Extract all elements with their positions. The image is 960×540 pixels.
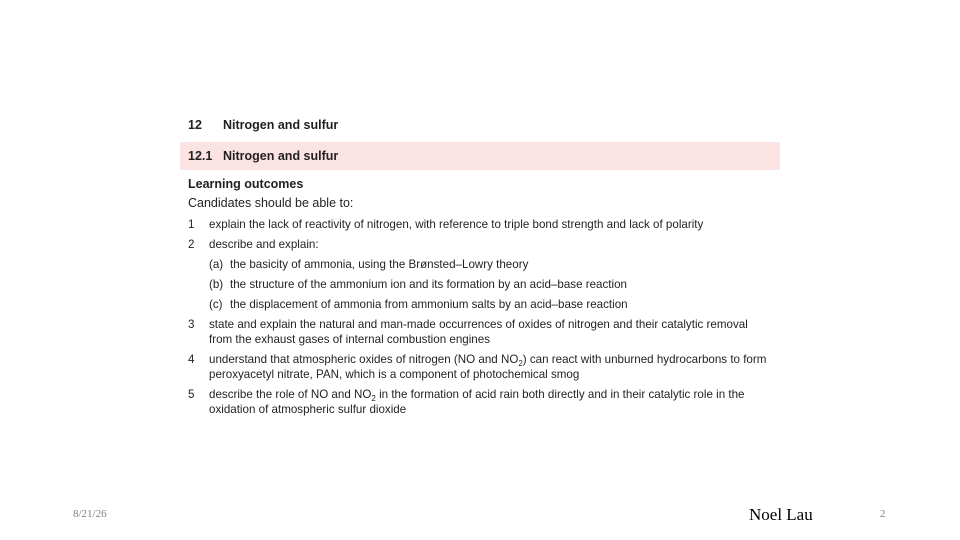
sub-item-text: the displacement of ammonia from ammonium salts by an acid–base reaction: [230, 298, 628, 311]
item-text: describe and explain:: [209, 238, 319, 251]
sub-item-label: (b): [209, 278, 224, 291]
item-text-part: ) can react with unburned hydrocarbons to form peroxyacetyl nitrate, PAN, which is a component of photochemical smog: [209, 353, 767, 381]
list-item: [180, 387, 780, 417]
item-text: [209, 387, 780, 417]
subscript: 2: [518, 359, 523, 368]
sub-item: [180, 297, 780, 312]
sub-item-label: (c): [209, 298, 223, 311]
sub-item-label: (a): [209, 258, 224, 271]
section-number: 12.1: [188, 149, 213, 163]
learning-outcomes-intro: Candidates should be able to:: [188, 196, 354, 210]
syllabus-excerpt: [180, 118, 780, 417]
list-item: [180, 217, 780, 232]
item-number: 5: [188, 388, 195, 401]
item-text: explain the lack of reactivity of nitrogen, with reference to triple bond strength and lack of polarity: [209, 218, 704, 231]
sub-item-text: the basicity of ammonia, using the Brønsted–Lowry theory: [230, 258, 529, 271]
list-item: [180, 237, 780, 252]
subscript: 2: [371, 394, 376, 403]
slide-date: 8/21/26: [73, 508, 107, 520]
list-item: [180, 317, 780, 347]
item-number: 1: [188, 218, 195, 231]
chapter-number: 12: [188, 118, 202, 132]
item-text-part: understand that atmospheric oxides of nitrogen (NO and NO: [209, 353, 519, 366]
section-heading: [180, 142, 780, 170]
item-text: [209, 352, 780, 382]
item-text-part: describe the role of NO and NO: [209, 388, 372, 401]
chapter-heading: [180, 118, 780, 138]
section-title: Nitrogen and sulfur: [223, 149, 339, 163]
item-text-part: in the formation of acid rain both directly and in their catalytic role in the oxidation of atmospheric sulfur dioxide: [209, 388, 745, 416]
list-item: [180, 352, 780, 382]
sub-item-text: the structure of the ammonium ion and its formation by an acid–base reaction: [230, 278, 627, 291]
item-number: 4: [188, 353, 195, 366]
item-number: 2: [188, 238, 195, 251]
learning-outcomes-heading: Learning outcomes: [188, 177, 304, 191]
slide-author: Noel Lau: [749, 505, 813, 524]
sub-item: [180, 257, 780, 272]
sub-item: [180, 277, 780, 292]
item-text: state and explain the natural and man-made occurrences of oxides of nitrogen and their catalytic removal from the exhaust gases of internal combustion engines: [209, 318, 748, 346]
item-number: 3: [188, 318, 195, 331]
chapter-title: Nitrogen and sulfur: [223, 118, 339, 132]
slide-page-number: 2: [880, 508, 886, 520]
